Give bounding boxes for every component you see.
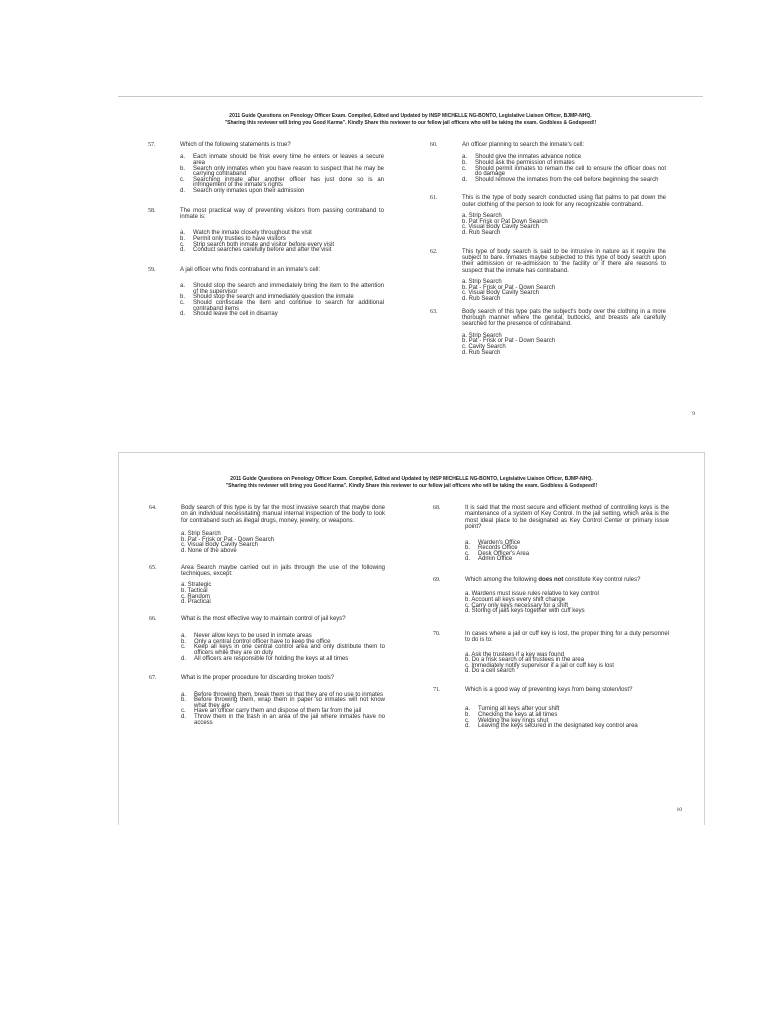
options [465, 541, 669, 563]
question-65 [149, 565, 385, 606]
options [462, 280, 666, 302]
option: d. Admin Office [465, 556, 513, 563]
question-60 [430, 142, 666, 183]
option: d. Should leave the cell in disarray [180, 311, 278, 318]
option: d. Practical [181, 599, 211, 606]
option: c. Should permit inmates to remain the cell to ensure the officer does not do damage [462, 165, 666, 178]
question-text: Which is a good way of preventing keys from being stolen/lost? [465, 686, 633, 693]
option: b. Search only inmates when you have reason to suspect that he may be carrying contraband [180, 165, 384, 178]
option: c. Desk Officer's Area [465, 550, 530, 557]
question-text: Which among the following does not constitute Key control rules? [465, 577, 641, 583]
question-68 [433, 505, 669, 563]
question-number: 67. [149, 675, 157, 682]
header-title: 2011 Guide Questions on Penology Officer Exam. Compiled, Edited and Updated by INSP MICHELLE NG-BONTO, Legislative Liaison Officer, BJMP-NHQ. [229, 113, 592, 119]
question-text: A jail officer who finds contraband in an inmate's cell: [180, 266, 321, 273]
question-text: It is said that the most secure and efficient method of controlling keys is the maintenance of a system of Key Control. In the jail setting, which area is the most ideal place to be designated as Key Control Center or primary issue point? [465, 505, 669, 531]
option: b. Pat Frisk or Pat Down Search [462, 218, 548, 225]
option: d. Rub Search [462, 295, 501, 302]
question-number: 61. [430, 195, 438, 202]
option: b. Permit only trusties to have visitors [180, 235, 286, 242]
question-text: What is the proper procedure for discarding broken tools? [181, 675, 335, 682]
question-text: Body search of this type is by far the most invasive search that maybe done on an individual necessitating manual internal inspection of the body to look for contraband such as illegal drugs, money, jewelry, or weapons. [181, 505, 385, 524]
option: d. None of the above [181, 548, 237, 554]
option: a. Warden's Office [465, 539, 521, 546]
page-number: 10 [676, 807, 682, 813]
question-text: What is the most effective way to maintain control of jail keys? [181, 615, 346, 622]
option: c. Have an officer carry them and dispose of them far from the jail [181, 708, 362, 715]
option: b. Should stop the search and immediately question the inmate [180, 294, 354, 301]
option: a. Strip Search [462, 332, 502, 339]
question-text: Which of the following statements is true? [180, 142, 291, 148]
option: d. All officers are responsible for holding the keys at all times [181, 655, 349, 662]
options [180, 155, 384, 194]
option: a. Turning all keys after your shift [465, 706, 560, 713]
question-number: 60. [430, 142, 438, 148]
options [181, 634, 385, 662]
question-number: 66. [149, 615, 157, 622]
left-column [149, 505, 385, 726]
options [180, 284, 384, 318]
question-number: 57. [148, 142, 156, 148]
question-62 [430, 249, 666, 303]
question-59 [148, 267, 384, 318]
option: d. Rub Search [462, 229, 501, 236]
option: c. Strip search both inmate and visitor before every visit [180, 241, 335, 248]
page-header [119, 476, 704, 489]
right-column [433, 505, 669, 730]
option: a. Before throwing them, break them so that they are of no use to inmates [181, 691, 384, 698]
option: a. Strategic [181, 582, 212, 589]
question-69 [433, 577, 669, 615]
question-number: 62. [430, 248, 438, 255]
option: b. Pat - Frisk or Pat - Down Search [462, 284, 556, 291]
question-67 [149, 675, 385, 726]
option: c. Keep all keys in one central control area and only distribute them to officers while they are on duty [181, 644, 385, 656]
page-number: 9 [692, 411, 695, 417]
question-number: 70. [433, 630, 441, 637]
option: a. Ask the trustees if a key was found [465, 651, 565, 658]
question-text: In cases where a jail or cuff key is lost, the proper thing for a duty personnel to do is to: [465, 630, 669, 644]
option: a. Wardens must issue rules relative to key control [465, 591, 599, 598]
question-number: 58. [148, 207, 156, 214]
question-71 [433, 687, 669, 730]
question-63 [430, 309, 666, 357]
option: b. Account all keys every shift change [465, 597, 566, 603]
option: c. Welding the key rings shut [465, 717, 549, 724]
question-number: 63. [430, 308, 438, 315]
option: b. Before throwing them, wrap them in paper so inmates will not know what they are [181, 697, 385, 709]
option: a. Strip Search [462, 213, 502, 220]
question-number: 64. [149, 505, 157, 511]
option: c. Carry only keys necessary for a shift [465, 602, 569, 609]
option: b. Records Office [465, 545, 518, 552]
question-70 [433, 631, 669, 675]
question-number: 71. [433, 686, 441, 693]
page-header [118, 113, 703, 126]
option: b. Do a frisk search of all trustees in the area [465, 657, 585, 664]
options [462, 214, 666, 236]
option: d. Search only inmates upon their admission [180, 187, 305, 194]
option: a. Watch the inmate closely throughout the visit [180, 230, 312, 237]
header-subtitle: "Sharing this reviewer will bring you Good Karma". Kindly Share this reviewer to our fellow jail officers who will be taking the exam. Godbless & Godspeed!! [225, 482, 598, 489]
option: b. Checking the keys at all times [465, 711, 558, 718]
options [465, 592, 669, 614]
option: c. Visual Body Cavity Search [462, 290, 539, 297]
option: b. Pat - Frisk or Pat - Down Search [462, 338, 556, 345]
option: b. Should ask the permission of inmates [462, 160, 575, 166]
option: d. Do a cell search [465, 668, 515, 675]
question-text: This type of body search is said to be intrusive in nature as it require the subject to bare. inmates maybe subjected to this type of body search upon their admission or re-admission to the facility or if there are reasons to suspect that the inmate has contraband. [462, 248, 666, 274]
option: c. Random [181, 593, 211, 600]
header-title: 2011 Guide Questions on Penology Officer Exam. Compiled, Edited and Updated by INSP MICHELLE NG-BONTO, Legislative Liaison Officer, BJMP-NHQ. [230, 476, 593, 482]
header-subtitle: "Sharing this reviewer will bring you Good Karma". Kindly Share this reviewer to our fellow jail officers who will be taking the exam. Godbless & Godspeed!! [224, 119, 597, 126]
options [462, 334, 666, 356]
options [465, 653, 669, 675]
option: b. Tactical [181, 588, 208, 594]
option: a. Should stop the search and immediately bring the item to the attention of the supervisor [180, 283, 384, 295]
option: b. Pat - Frisk or Pat - Down Search [181, 536, 275, 543]
document-page-9 [118, 96, 703, 433]
question-64 [149, 505, 385, 555]
option: d. Rub Search [462, 349, 501, 356]
question-57 [148, 142, 384, 195]
option: a. Never allow keys to be used in inmate areas [181, 633, 312, 640]
question-text: Body search of this type pats the subject's body over the clothing in a more thorough manner where the genital, buttocks, and breasts are carefully searched for the presence of contraband. [462, 308, 666, 328]
options [465, 707, 669, 729]
option: c. Should confiscate the item and continue to search for additional contraband items [180, 299, 384, 312]
question-66 [149, 616, 385, 662]
option: d. Throw them in the trash in an area of the jail where inmates have no access [181, 713, 385, 726]
options [181, 583, 385, 605]
question-number: 68. [433, 505, 441, 511]
question-text: Area Search maybe carried out in jails through the use of the following techniques, except: [181, 564, 385, 577]
option: a. Should give the inmates advance notice [462, 154, 582, 161]
right-column [430, 142, 666, 356]
option: d. Conduct searches carefully before and after the visit [180, 247, 332, 254]
option: c. Immediately notify supervisor if a jail or cuff key is lost [465, 662, 614, 669]
options [181, 532, 385, 554]
question-number: 59. [148, 266, 156, 273]
option: a. Each inmate should be frisk every time he enters or leaves a secure area [180, 154, 384, 166]
option: c. Visual Body Cavity Search [462, 224, 539, 231]
option: d. Should remove the inmates from the cell before beginning the search [462, 176, 659, 183]
left-column [148, 142, 384, 318]
options [462, 155, 666, 183]
option: c. Searching inmate after another officer has just done so is an infringement of the inmate's rights [180, 176, 384, 189]
question-text: The most practical way of preventing visitors from passing contraband to inmate is: [180, 207, 384, 220]
question-number: 69. [433, 577, 441, 583]
question-58 [148, 208, 384, 254]
option: c. Visual Body Cavity Search [181, 542, 258, 549]
option: d. Storing of jails keys together with cuff keys [465, 608, 585, 615]
question-number: 65. [149, 564, 157, 571]
options [181, 693, 385, 727]
option: c. Cavity Search [462, 343, 506, 350]
option: d. Leaving the keys secured in the designated key control area [465, 723, 638, 730]
question-text: This is the type of body search conducted using flat palms to pat down the outer clothing of the person to look for any recognizable contraband. [462, 195, 666, 208]
options [180, 231, 384, 253]
document-page-10 [118, 452, 705, 825]
question-61 [430, 195, 666, 236]
question-text: An officer planning to search the inmate's cell: [462, 142, 585, 148]
option: b. Only a central control officer have to keep the office [181, 638, 331, 645]
option: a. Strip Search [181, 531, 221, 538]
option: a. Strip Search [462, 279, 502, 286]
